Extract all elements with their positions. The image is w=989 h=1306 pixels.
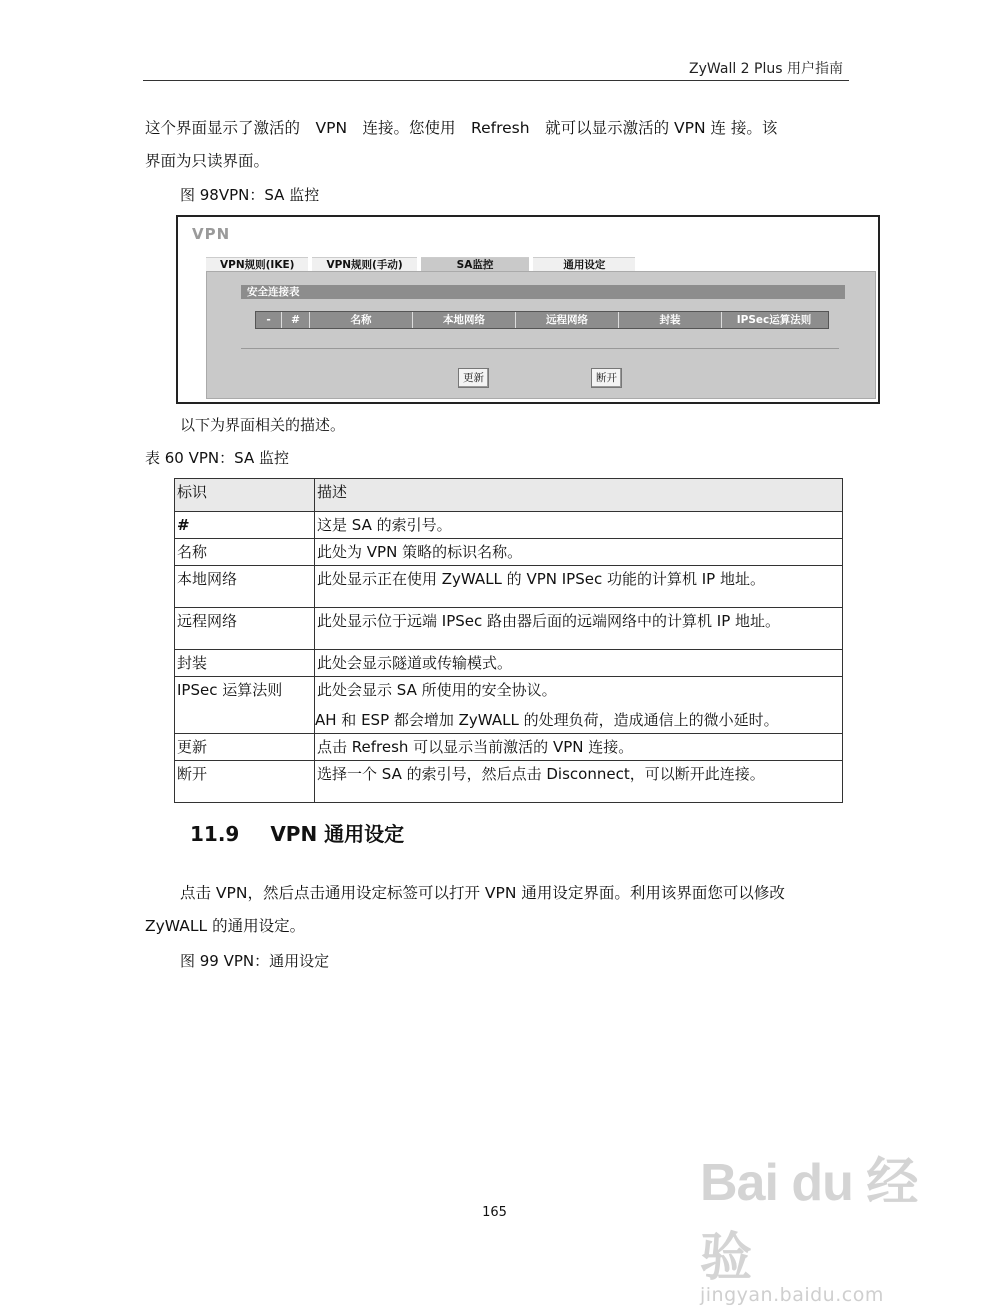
tab-vpn-rules-manual[interactable]: VPN规则(手动) — [312, 257, 416, 272]
sa-column-remote-network: 远程网络 — [516, 312, 619, 328]
refresh-button[interactable]: 更新 — [458, 368, 489, 388]
header-rule — [143, 80, 849, 81]
security-association-table-label: 安全连接表 — [241, 285, 845, 299]
table-row — [175, 677, 843, 734]
sa-column-local-network: 本地网络 — [413, 312, 516, 328]
sa-column-select: - — [256, 312, 282, 328]
table-row — [175, 734, 843, 761]
table-row — [175, 608, 843, 650]
tab-vpn-rules-ike[interactable]: VPN规则(IKE) — [206, 257, 308, 272]
row-label: 断开 — [175, 761, 315, 803]
table-row — [175, 566, 843, 608]
header-label: 标识 — [175, 479, 315, 512]
row-description: 这是 SA 的索引号。 — [315, 512, 843, 539]
watermark-brand: Bai du 经验 — [700, 1154, 918, 1287]
row-description: 此处显示位于远端 IPSec 路由器后面的远端网络中的计算机 IP 地址。 — [315, 608, 843, 650]
row-label: 名称 — [175, 539, 315, 566]
header-description: 描述 — [315, 479, 843, 512]
disconnect-button[interactable]: 断开 — [591, 368, 622, 388]
row-label: 本地网络 — [175, 566, 315, 608]
sa-column-name: 名称 — [310, 312, 413, 328]
description-table — [174, 478, 843, 803]
table-header-row — [175, 479, 843, 512]
tab-general-settings[interactable]: 通用设定 — [533, 257, 635, 272]
section-line-2: ZyWALL 的通用设定。 — [145, 917, 306, 935]
table-row — [175, 539, 843, 566]
row-description — [315, 677, 843, 734]
sa-monitor-panel — [206, 271, 876, 399]
row-description-line-1: 此处会显示 SA 所使用的安全协议。 — [317, 681, 557, 699]
sa-column-encapsulation: 封装 — [619, 312, 722, 328]
row-description: 此处为 VPN 策略的标识名称。 — [315, 539, 843, 566]
baidu-watermark — [700, 1140, 940, 1306]
table-60-caption: 表 60 VPN：SA 监控 — [145, 449, 289, 467]
row-label: 封装 — [175, 650, 315, 677]
row-description: 选择一个 SA 的索引号，然后点击 Disconnect，可以断开此连接。 — [315, 761, 843, 803]
description-intro: 以下为界面相关的描述。 — [180, 416, 346, 434]
row-description: 此处会显示隧道或传输模式。 — [315, 650, 843, 677]
page-number: 165 — [482, 1205, 507, 1220]
sa-column-index: # — [282, 312, 310, 328]
row-label: 更新 — [175, 734, 315, 761]
intro-line-2: 界面为只读界面。 — [145, 152, 270, 170]
sa-table-header — [255, 311, 829, 329]
row-description-line-2: AH 和 ESP 都会增加 ZyWALL 的处理负荷，造成通信上的微小延时。 — [315, 711, 779, 729]
section-number: 11.9 — [190, 822, 240, 846]
table-row — [175, 761, 843, 803]
section-line-1: 点击 VPN，然后点击通用设定标签可以打开 VPN 通用设定界面。利用该界面您可以修改 — [180, 884, 785, 902]
tab-sa-monitor[interactable]: SA监控 — [421, 257, 530, 272]
panel-divider — [241, 348, 839, 349]
table-row — [175, 512, 843, 539]
vpn-screen-title: VPN — [192, 225, 231, 243]
row-description: 此处显示正在使用 ZyWALL 的 VPN IPSec 功能的计算机 IP 地址。 — [315, 566, 843, 608]
row-label: IPSec 运算法则 — [175, 677, 315, 734]
figure-98-caption: 图 98VPN：SA 监控 — [180, 186, 320, 204]
vpn-tab-bar — [206, 257, 686, 271]
watermark-url: jingyan.baidu.com — [700, 1284, 884, 1306]
intro-line-1: 这个界面显示了激活的 VPN 连接。您使用 Refresh 就可以显示激活的 VPN 连 接。该 — [145, 119, 778, 137]
sa-column-ipsec-algorithm: IPSec运算法则 — [736, 314, 812, 326]
row-label: # — [175, 512, 315, 539]
vpn-sa-monitor-screenshot — [176, 215, 880, 404]
section-heading — [190, 818, 404, 847]
figure-99-caption: 图 99 VPN：通用设定 — [180, 952, 330, 970]
table-row — [175, 650, 843, 677]
section-title: VPN 通用设定 — [270, 822, 405, 846]
row-label: 远程网络 — [175, 608, 315, 650]
intro-paragraph — [145, 112, 845, 178]
running-header: ZyWall 2 Plus 用户指南 — [689, 61, 843, 77]
section-paragraph — [145, 877, 845, 943]
row-description: 点击 Refresh 可以显示当前激活的 VPN 连接。 — [315, 734, 843, 761]
